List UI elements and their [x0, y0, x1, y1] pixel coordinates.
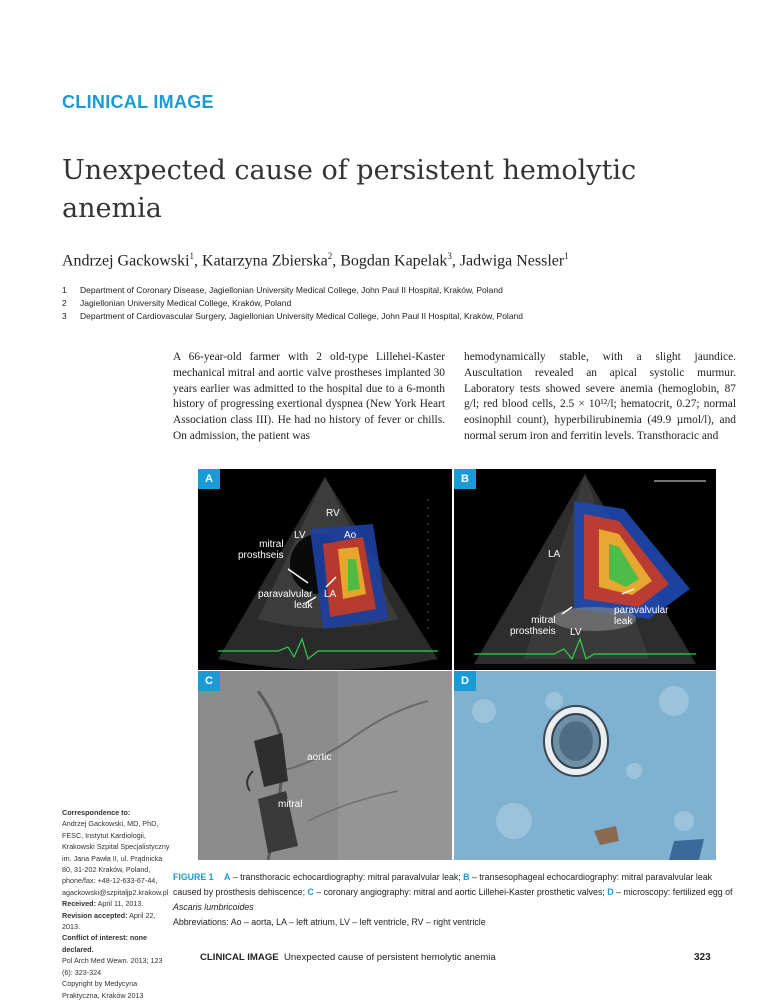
- figure-panel-d: [454, 671, 716, 860]
- echo-image-b: [454, 469, 716, 670]
- article-title: Unexpected cause of persistent hemolytic anemia: [62, 155, 637, 224]
- figure-panel-a: [198, 469, 452, 670]
- figure-panel-b: [454, 469, 716, 670]
- affiliation-item: [62, 310, 523, 323]
- panel-label-d: D: [454, 671, 476, 691]
- affiliation-text: Department of Cardiovascular Surgery, Jagiellonian University Medical College, John Paul II Hospital, Kraków, Poland: [80, 311, 524, 321]
- label-lv: LV: [294, 530, 306, 541]
- body-text-left-column: A 66-year-old farmer with 2 old-type Lillehei-Kaster mechanical mitral and aortic valve prostheses implanted 30 years earlier was admitted to the hospital due to a 6-month history of progressing exertional dyspnea (New York Heart Association class III). He had no history of fever or chills. On admission, the patient was: [173, 351, 445, 442]
- caption-text-c: – coronary angiography: mitral and aortic Lillehei-Kaster prosthetic valves;: [316, 887, 605, 897]
- caption-key-a: A: [224, 872, 231, 882]
- figure-divider-horizontal: [198, 670, 716, 671]
- label-aortic: aortic: [307, 752, 332, 763]
- revision-date: Revision accepted: April 22, 2013.: [62, 910, 156, 932]
- figure-caption: [173, 870, 733, 930]
- angiography-image: [198, 671, 452, 860]
- label-la-b: LA: [548, 549, 561, 560]
- affiliation-number: 2: [62, 298, 67, 308]
- author-name: Andrzej Gackowski: [62, 252, 190, 270]
- caption-text-a: – transthoracic echocardiography: mitral paravalvular leak;: [232, 872, 461, 882]
- figure-divider-vertical: [452, 469, 454, 860]
- affiliation-text: Jagiellonian University Medical College, Kraków, Poland: [80, 298, 292, 308]
- correspondence-block: [62, 807, 170, 1001]
- footer-title: Unexpected cause of persistent hemolytic anemia: [284, 952, 496, 963]
- label-la-a: LA: [324, 589, 337, 600]
- caption-key-b: B: [463, 872, 470, 882]
- conflict-statement: Conflict of interest: none declared.: [62, 933, 148, 954]
- citation: Pol Arch Med Wewn. 2013; 123 (6): 323-324: [62, 956, 163, 977]
- panel-label-c: C: [198, 671, 220, 691]
- label-mitral-c: mitral: [278, 799, 303, 810]
- caption-key-c: C: [307, 887, 314, 897]
- caption-species: Ascaris lumbricoides: [173, 902, 254, 912]
- affiliation-list: [62, 284, 523, 323]
- author-affiliation-ref: 3: [447, 251, 452, 261]
- received-date: Received: April 11, 2013.: [62, 899, 144, 909]
- correspondence-address: Andrzej Gackowski, MD, PhD, FESC, Instytut Kardiologii, Krakowski Szpital Specjalistyczny im. Jana Pawła II, ul. Prądnicka 80, 31-202 Kraków, Poland, phone/fax: +48-12-633-67-44, agackowski@szpitaljp2.krakow.pl: [62, 819, 170, 897]
- label-ao: Ao: [344, 530, 357, 541]
- affiliation-text: Department of Coronary Disease, Jagiellonian University Medical College, John Paul II Hospital, Kraków, Poland: [80, 285, 503, 295]
- affiliation-number: 1: [62, 285, 67, 295]
- correspondence-heading: Correspondence to:: [62, 808, 131, 817]
- author-affiliation-ref: 1: [189, 251, 195, 261]
- echo-image-a: [198, 469, 452, 670]
- author-list: Andrzej Gackowski$^1$, Katarzyna Zbierska$^2$, Bogdan Kapelak$^3$, Jadwiga Nessler$^1$: [62, 251, 569, 270]
- caption-abbreviations: Abbreviations: Ao – aorta, LA – left atrium, LV – left ventricle, RV – right ventricle: [173, 917, 486, 927]
- label-paravalvular-leak-b: paravalvular leak: [614, 605, 669, 627]
- affiliation-item: [62, 284, 523, 297]
- author-affiliation-ref: 2: [327, 251, 333, 261]
- label-mitral-prosthesis-b: mitral prosthseis: [510, 615, 556, 637]
- panel-label-a: A: [198, 469, 220, 489]
- footer-section-label: CLINICAL IMAGE: [200, 952, 279, 963]
- author-affiliation-ref: 1: [564, 251, 569, 261]
- body-text-right-column: hemodynamically stable, with a slight jaundice. Auscultation revealed an apical systolic murmur. Laboratory tests showed severe anemia (hemoglobin, 87 g/l; red blood cells, 2.5 × 10¹²/l; hematocrit, 0.27; normal eosinophil count), hyperbilirubinemia (49.9 µmol/l), and normal serum iron and ferritin levels. Transthoracic and: [464, 351, 736, 442]
- label-mitral-prosthesis-a: mitral prosthseis: [238, 539, 284, 561]
- caption-figure-label: FIGURE 1: [173, 872, 214, 882]
- caption-text-b: – transesophageal echocardiography: mitral paravalvular leak caused by prosthesis dehiscence;: [173, 872, 713, 897]
- caption-key-d: D: [607, 887, 614, 897]
- author-name: Bogdan Kapelak: [340, 252, 448, 270]
- label-lv-b: LV: [570, 627, 582, 638]
- caption-text-d: – microscopy: fertilized egg of: [616, 887, 733, 897]
- panel-label-b: B: [454, 469, 476, 489]
- author-name: Katarzyna Zbierska: [202, 252, 328, 270]
- label-paravalvular-leak-a: paravalvular leak: [258, 589, 313, 611]
- label-rv: RV: [326, 508, 340, 519]
- page-number: 323: [694, 952, 711, 963]
- affiliation-item: [62, 297, 523, 310]
- microscopy-image: [454, 671, 716, 860]
- copyright: Copyright by Medycyna Praktyczna, Kraków 2013: [62, 979, 144, 1000]
- figure-panel-c: [198, 671, 452, 860]
- author-name: Jadwiga Nessler: [459, 252, 565, 270]
- affiliation-number: 3: [62, 311, 67, 321]
- section-label: CLINICAL IMAGE: [62, 92, 214, 112]
